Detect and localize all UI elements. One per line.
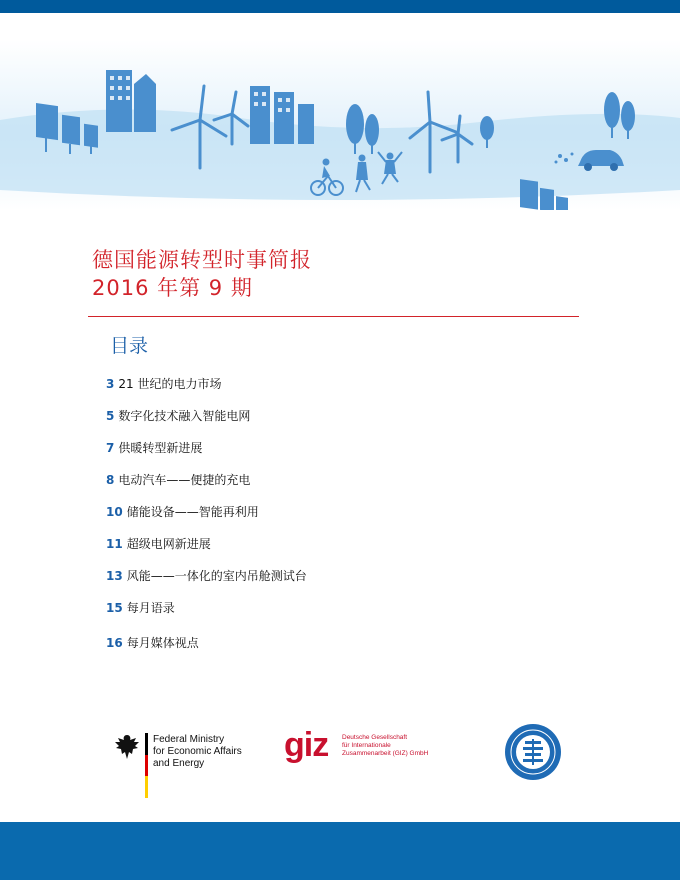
giz-logo (284, 726, 444, 772)
top-color-bar (0, 0, 680, 13)
federal-eagle-icon (112, 732, 142, 762)
title-divider (88, 316, 579, 317)
giz-line: Zusammenarbeit (GIZ) GmbH (342, 750, 429, 757)
toc-item-label: 超级电网新进展 (126, 537, 211, 551)
toc-item[interactable] (106, 471, 250, 489)
toc-page-number: 8 (106, 473, 115, 487)
toc-page-number: 10 (106, 505, 123, 519)
toc-heading: 目录 (110, 335, 149, 357)
bmwi-name (153, 734, 242, 770)
toc-item[interactable] (106, 567, 307, 585)
giz-mark: giz (284, 726, 329, 764)
bmwi-line: Federal Ministry (153, 734, 225, 745)
german-flag-stripe (145, 733, 148, 798)
giz-line: Deutsche Gesellschaft (342, 734, 408, 741)
toc-page-number: 15 (106, 601, 123, 615)
toc-item[interactable] (106, 535, 211, 553)
toc-item-label: 每月媒体视点 (126, 636, 199, 650)
toc-page-number: 3 (106, 377, 115, 391)
bottom-color-bar (0, 822, 680, 880)
toc-page-number: 7 (106, 441, 115, 455)
toc-item-label: 21 世纪的电力市场 (118, 377, 222, 391)
banner-illustration (0, 40, 680, 210)
toc-item[interactable] (106, 439, 202, 457)
toc-page-number: 13 (106, 569, 123, 583)
toc-page-number: 11 (106, 537, 123, 551)
toc-item-label: 储能设备——智能再利用 (126, 505, 259, 519)
toc-item-label: 电动汽车——便捷的充电 (118, 473, 251, 487)
toc-item-label: 数字化技术融入智能电网 (118, 409, 251, 423)
toc-item[interactable] (106, 375, 221, 393)
toc-item[interactable] (106, 599, 175, 617)
giz-line: für Internationale (342, 742, 391, 749)
toc-page-number: 5 (106, 409, 115, 423)
toc-item[interactable] (106, 407, 250, 425)
toc-item-label: 风能——一体化的室内吊舱测试台 (126, 569, 307, 583)
newsletter-title: 德国能源转型时事简报 (92, 248, 312, 272)
toc-item-label: 每月语录 (126, 601, 175, 615)
energy-center-seal-icon (503, 722, 563, 782)
issue-number: 2016 年第 9 期 (92, 276, 253, 300)
bmwi-line: and Energy (153, 758, 205, 769)
bmwi-logo (112, 732, 242, 798)
bmwi-line: for Economic Affairs (153, 746, 242, 757)
toc-item-label: 供暖转型新进展 (118, 441, 203, 455)
toc-page-number: 16 (106, 636, 123, 650)
toc-item[interactable] (106, 503, 259, 521)
toc-item[interactable] (106, 634, 199, 652)
giz-name (342, 734, 428, 758)
